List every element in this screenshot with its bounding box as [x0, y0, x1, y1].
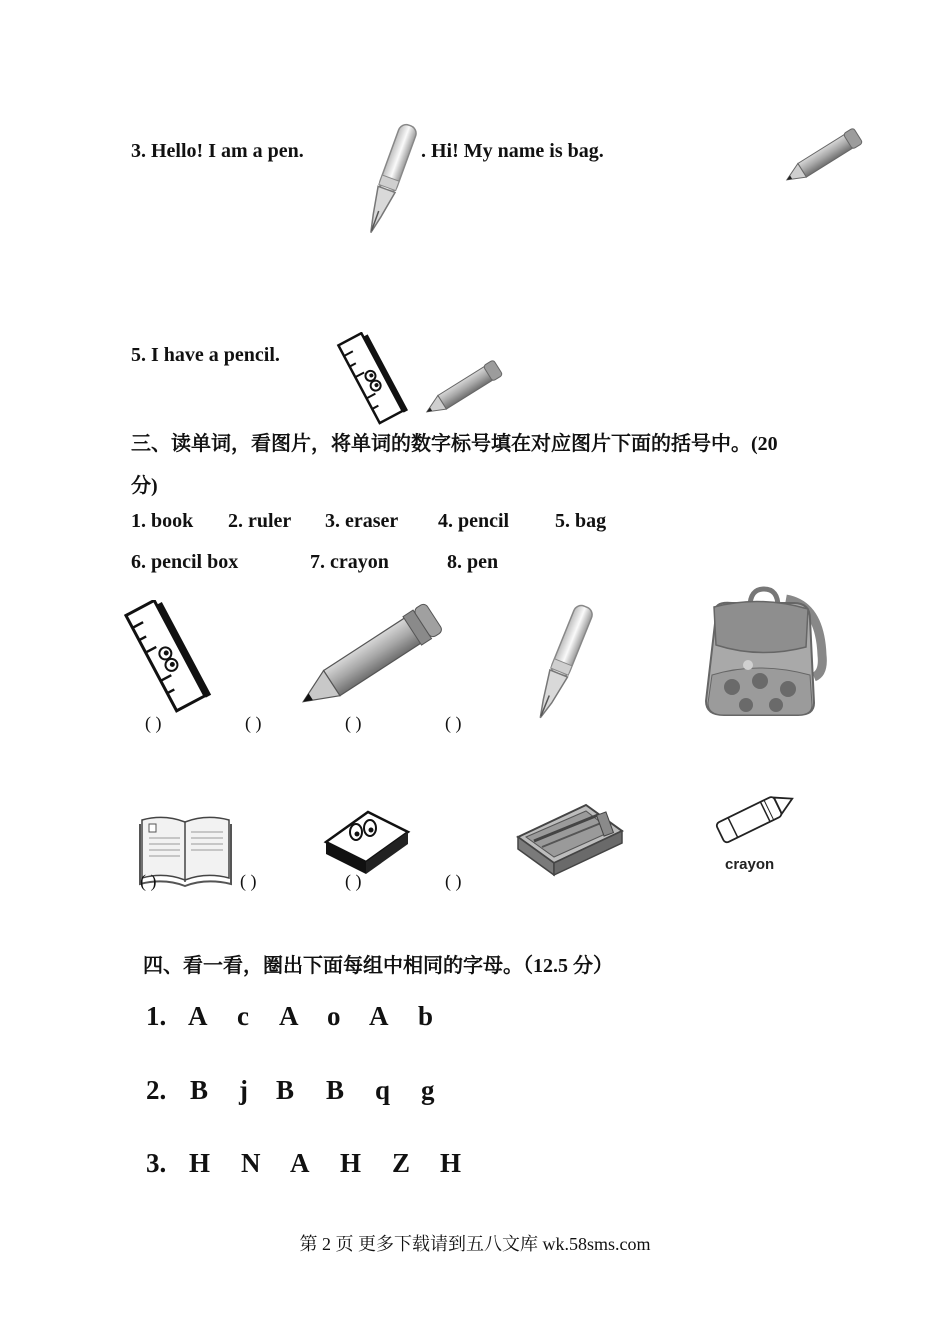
- answer-blank-3[interactable]: ( ): [345, 713, 362, 733]
- letter-row-2: [146, 1075, 466, 1111]
- word-crayon: 7. crayon: [310, 551, 389, 573]
- page-footer: 第 2 页 更多下载请到五八文库 wk.58sms.com: [299, 1234, 651, 1254]
- section-3-title: 三、读单词，看图片，将单词的数字标号填在对应图片下面的括号中。(20: [131, 433, 778, 455]
- letter[interactable]: o: [327, 1001, 341, 1031]
- pencil-icon-small: [418, 357, 513, 419]
- pen-icon: [520, 598, 605, 730]
- crayon-icon: [700, 786, 800, 848]
- letter[interactable]: A: [188, 1001, 208, 1031]
- answer-blank-5[interactable]: ( ): [140, 871, 157, 891]
- answer-blank-1[interactable]: ( ): [145, 713, 162, 733]
- item-5-text: 5. I have a pencil.: [131, 344, 280, 366]
- word-pencil-box: 6. pencil box: [131, 551, 239, 573]
- ruler-icon: [118, 600, 213, 715]
- section-3-title-cont: 分): [131, 475, 158, 497]
- letter[interactable]: N: [241, 1148, 261, 1178]
- crayon-label: crayon: [725, 856, 775, 873]
- letter[interactable]: A: [279, 1001, 299, 1031]
- word-pen: 8. pen: [447, 551, 499, 573]
- section-4-title: 四、看一看，圈出下面每组中相同的字母。（12.5 分）: [143, 955, 613, 977]
- ruler-icon: [330, 332, 412, 427]
- answer-blank-6[interactable]: ( ): [240, 871, 257, 891]
- letter[interactable]: B: [276, 1075, 295, 1105]
- eraser-icon: [322, 798, 412, 878]
- letter[interactable]: A: [290, 1148, 310, 1178]
- letter[interactable]: H: [440, 1148, 462, 1178]
- letter[interactable]: B: [190, 1075, 209, 1105]
- letter[interactable]: B: [326, 1075, 345, 1105]
- row-number: 1.: [146, 1001, 167, 1031]
- letter[interactable]: H: [340, 1148, 362, 1178]
- letter[interactable]: A: [369, 1001, 389, 1031]
- pencil-icon-large: [288, 598, 456, 716]
- word-pencil: 4. pencil: [438, 510, 510, 532]
- row-number: 2.: [146, 1075, 167, 1105]
- letter-row-1: [146, 1001, 466, 1037]
- answer-blank-7[interactable]: ( ): [345, 871, 362, 891]
- word-ruler: 2. ruler: [228, 510, 292, 532]
- pencil-box-icon: [512, 797, 627, 879]
- letter[interactable]: H: [189, 1148, 211, 1178]
- row-number: 3.: [146, 1148, 167, 1178]
- answer-blank-8[interactable]: ( ): [445, 871, 462, 891]
- letter[interactable]: Z: [392, 1148, 411, 1178]
- answer-blank-4[interactable]: ( ): [445, 713, 462, 733]
- letter[interactable]: b: [418, 1001, 434, 1031]
- word-bag: 5. bag: [555, 510, 607, 532]
- answer-blank-2[interactable]: ( ): [245, 713, 262, 733]
- letter[interactable]: q: [375, 1075, 391, 1105]
- letter[interactable]: j: [239, 1075, 248, 1105]
- pen-icon: [350, 118, 430, 243]
- item-3-text-a: 3. Hello! I am a pen.: [131, 140, 304, 162]
- letter[interactable]: c: [237, 1001, 249, 1031]
- word-book: 1. book: [131, 510, 194, 532]
- word-eraser: 3. eraser: [325, 510, 399, 532]
- pencil-icon: [778, 125, 873, 187]
- item-3-text-b: . Hi! My name is bag.: [421, 140, 604, 162]
- bag-icon: [698, 585, 828, 720]
- letter-row-3: [146, 1148, 486, 1184]
- letter[interactable]: g: [421, 1075, 435, 1105]
